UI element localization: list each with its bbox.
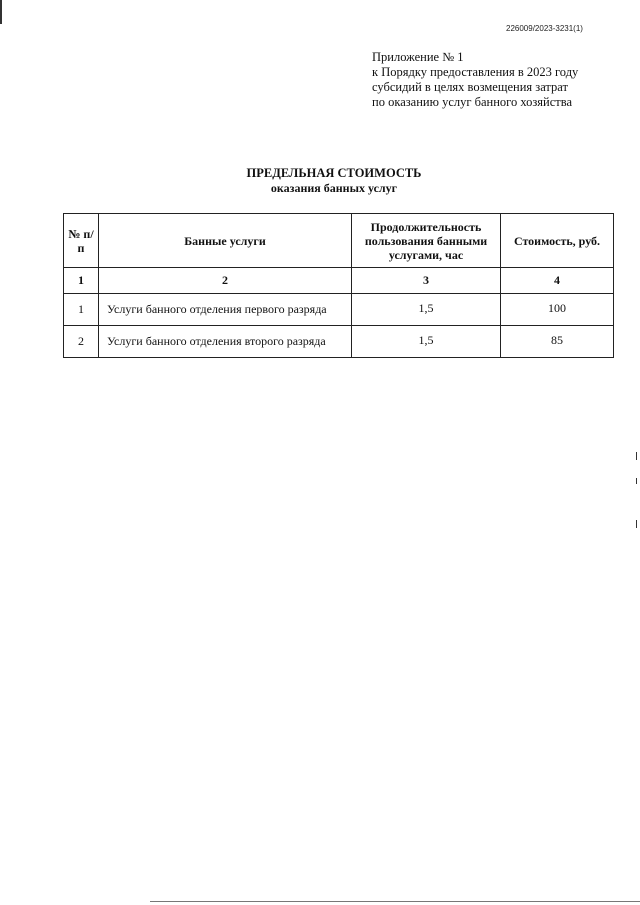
- appendix-line: субсидий в целях возмещения затрат: [372, 80, 568, 94]
- row-price: 100: [501, 294, 614, 326]
- document-title: ПРЕДЕЛЬНАЯ СТОИМОСТЬ: [246, 166, 422, 180]
- column-number: 1: [64, 268, 99, 294]
- row-duration: 1,5: [352, 326, 501, 358]
- row-service: Услуги банного отделения второго разряда: [99, 326, 352, 358]
- appendix-line: к Порядку предоставления в 2023 году: [372, 65, 579, 79]
- table-row: [64, 326, 614, 358]
- row-price: 85: [501, 326, 614, 358]
- header-service: Банные услуги: [99, 214, 352, 268]
- header-price: Стоимость, руб.: [501, 214, 614, 268]
- table-header-row: [64, 214, 614, 268]
- column-number: 3: [352, 268, 501, 294]
- scan-edge-mark: [636, 452, 637, 460]
- row-num: 1: [64, 294, 99, 326]
- row-num: 2: [64, 326, 99, 358]
- scan-edge-mark: [636, 520, 637, 528]
- scan-bottom-line: [150, 901, 640, 902]
- table-row: [64, 294, 614, 326]
- column-number: 4: [501, 268, 614, 294]
- document-subtitle: оказания банных услуг: [270, 181, 398, 195]
- row-duration: 1,5: [352, 294, 501, 326]
- row-service: Услуги банного отделения первого разряда: [99, 294, 352, 326]
- appendix-line: по оказанию услуг банного хозяйства: [372, 95, 573, 109]
- appendix-block: [372, 50, 632, 110]
- document-registration-number: 226009/2023-3231(1): [506, 24, 583, 33]
- header-num: № п/п: [64, 214, 99, 268]
- price-table: [63, 213, 614, 358]
- header-duration: Продолжительность пользования банными услугами, час: [352, 214, 501, 268]
- table-column-numbers-row: [64, 268, 614, 294]
- column-number: 2: [99, 268, 352, 294]
- appendix-line: Приложение № 1: [372, 50, 464, 64]
- document-title-block: [0, 166, 640, 196]
- scan-edge-mark: [0, 0, 2, 24]
- scan-edge-mark: [636, 478, 637, 484]
